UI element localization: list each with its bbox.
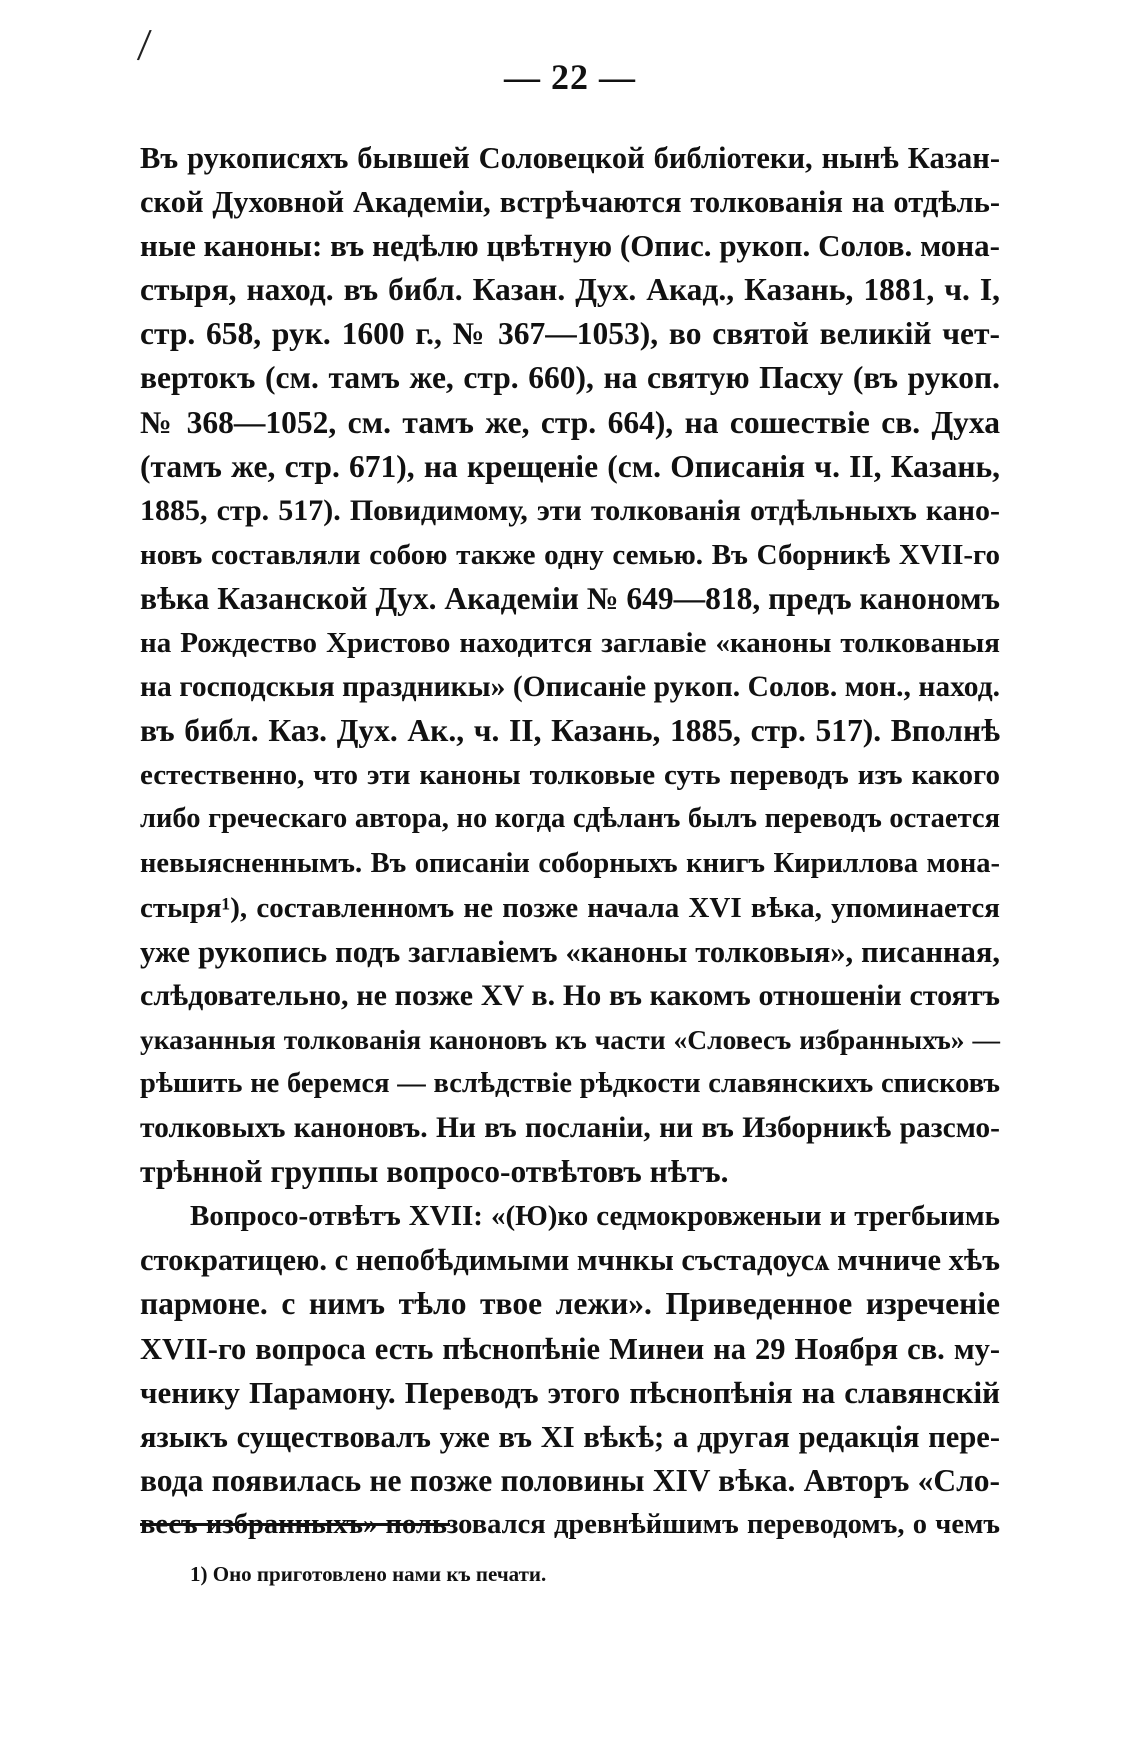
- text-line: на Рождество Христово находится заглавіе «каноны толкованыя: [140, 627, 1000, 660]
- corner-pen-mark: /: [136, 18, 153, 71]
- text-line: 1885, стр. 517). Повидимому, эти толкованія отдѣльныхъ кано-: [140, 493, 1000, 527]
- text-line: рѣшить не беремся — вслѣдствіе рѣдкости славянскихъ списковъ: [140, 1067, 1000, 1099]
- text-line: пармоне. с нимъ тѣло твое лежи». Приведенное изреченіе: [140, 1286, 1000, 1322]
- text-line: толковыхъ каноновъ. Ни въ посланіи, ни въ Изборникѣ разсмо-: [140, 1112, 1000, 1145]
- text-line: Вопросо-отвѣтъ XVII: «(Ю)ко седмокровженыи и трегбыимь: [190, 1200, 1000, 1233]
- text-line: XVII-го вопроса есть пѣснопѣніе Минеи на 29 Ноября св. му-: [140, 1331, 1000, 1366]
- text-line: ные каноны: въ недѣлю цвѣтную (Опис. рукоп. Солов. мона-: [140, 228, 1000, 264]
- text-line: новъ составляли собою также одну семью. Въ Сборникѣ XVII-го: [140, 538, 1000, 571]
- text-line: естественно, что эти каноны толковые суть переводъ изъ какого: [140, 759, 1000, 792]
- text-line: невыясненнымъ. Въ описаніи соборныхъ книгъ Кириллова мона-: [140, 847, 1000, 879]
- text-line: ской Духовной Академіи, встрѣчаются толкованія на отдѣль-: [140, 185, 1000, 220]
- text-line: трѣнной группы вопросо-отвѣтовъ нѣтъ.: [140, 1154, 729, 1190]
- text-line: либо греческаго автора, но когда сдѣланъ былъ переводъ остается: [140, 803, 1000, 835]
- text-line: на господскыя праздникы» (Описаніе рукоп. Солов. мон., наход.: [140, 671, 1000, 704]
- text-line: ченику Парамону. Переводъ этого пѣснопѣнія на славянскій: [140, 1374, 1000, 1410]
- text-line: вода появилась не позже половины XIV вѣка. Авторъ «Сло-: [140, 1462, 1000, 1498]
- text-line: стыря¹), составленномъ не позже начала XVI вѣка, упоминается: [140, 891, 1000, 924]
- text-line: стр. 658, рук. 1600 г., № 367—1053), во святой великій чет-: [140, 316, 1000, 352]
- text-line: вертокъ (см. тамъ же, стр. 660), на святую Пасху (въ рукоп.: [140, 360, 1000, 396]
- text-line: слѣдовательно, не позже XV в. Но въ какомъ отношеніи стоятъ: [140, 978, 1000, 1012]
- page-number: — 22 —: [504, 57, 636, 97]
- footnote-rule: [140, 1523, 450, 1526]
- text-line: указанныя толкованія каноновъ къ части «Словесъ избранныхъ» —: [140, 1023, 1000, 1055]
- text-line: языкъ существовалъ уже въ XI вѣкѣ; а другая редакція пере-: [140, 1419, 1000, 1454]
- text-line: въ библ. Каз. Дух. Ак., ч. II, Казань, 1885, стр. 517). Вполнѣ: [140, 713, 1000, 749]
- text-line: вѣка Казанской Дух. Академіи № 649—818, предъ канономъ: [140, 580, 1000, 616]
- footnote: 1) Оно приготовлено нами къ печати.: [190, 1562, 547, 1586]
- text-line: (тамъ же, стр. 671), на крещеніе (см. Описанія ч. II, Казань,: [140, 448, 1000, 484]
- text-line: № 368—1052, см. тамъ же, стр. 664), на сошествіе св. Духа: [140, 404, 1000, 440]
- text-line: стыря, наход. въ библ. Казан. Дух. Акад., Казань, 1881, ч. I,: [140, 272, 1000, 308]
- text-line: уже рукопись подъ заглавіемъ «каноны толковыя», писанная,: [140, 934, 1000, 969]
- text-line: стократицею. с непобѣдимыми мчнкы състадоусѧ мчниче хѣъ: [140, 1243, 1000, 1278]
- text-line: Въ рукописяхъ бывшей Соловецкой библіотеки, нынѣ Казан-: [140, 141, 1000, 175]
- body-text: [140, 136, 1000, 1547]
- text-line: весъ избранныхъ» пользовался древнѣйшимъ переводомъ, о чемъ: [140, 1508, 1000, 1540]
